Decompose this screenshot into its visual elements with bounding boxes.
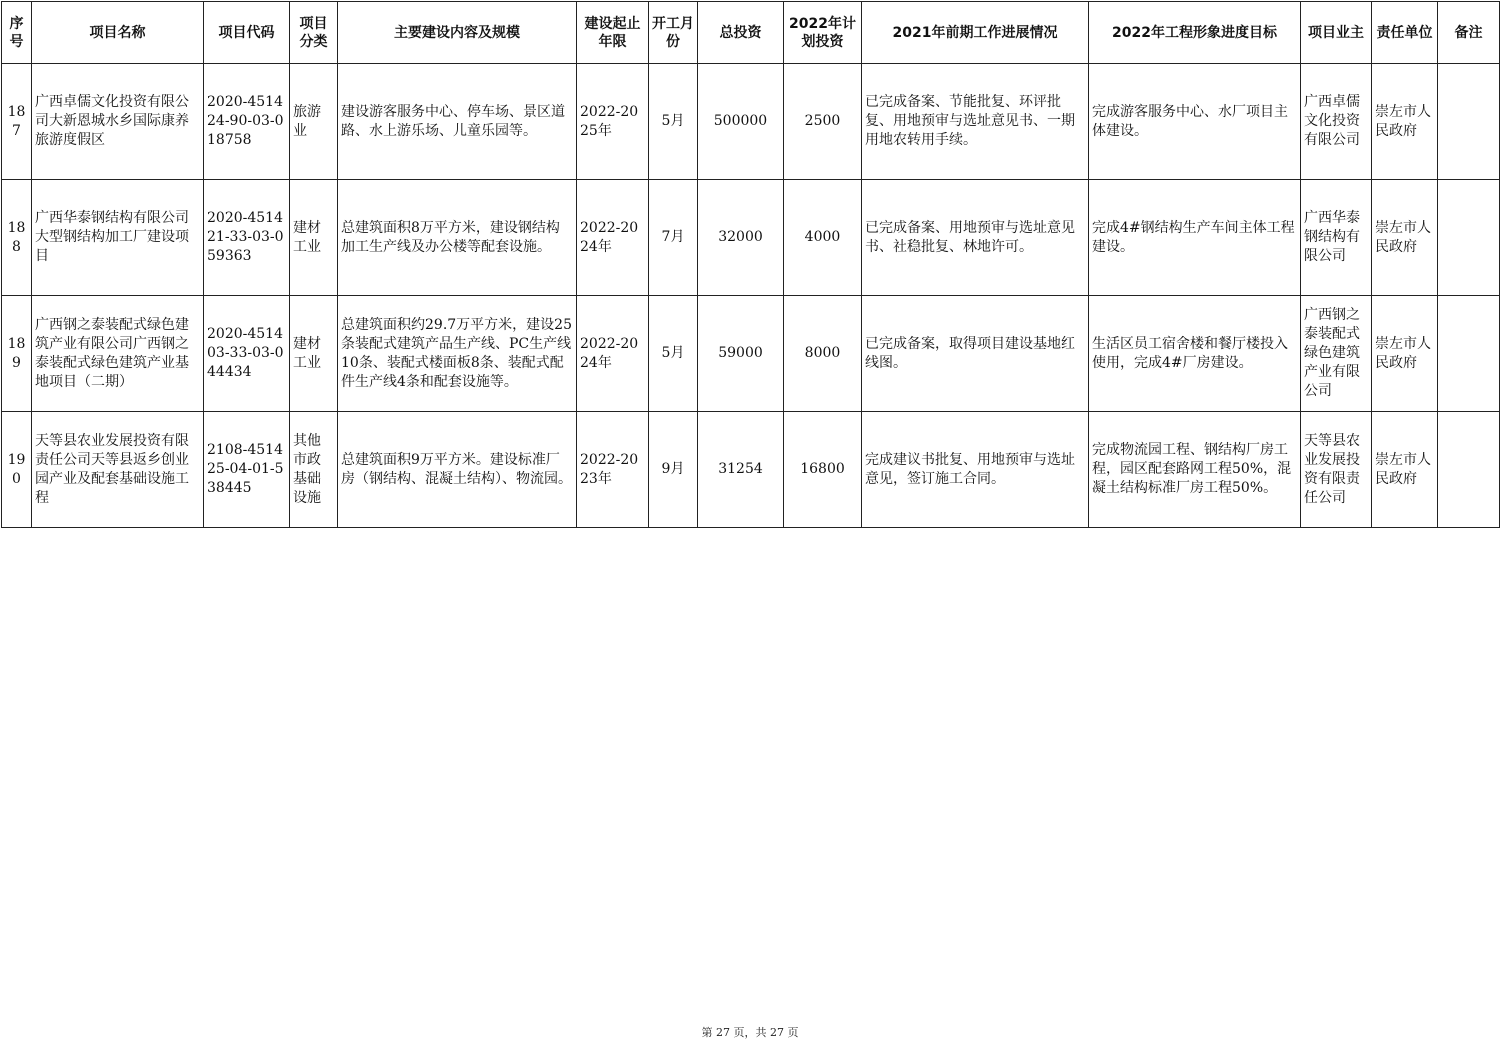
cell-name: 广西华泰钢结构有限公司大型钢结构加工厂建设项目 xyxy=(32,180,204,296)
cell-month: 5月 xyxy=(649,296,698,412)
cell-category: 建材工业 xyxy=(290,296,338,412)
page-footer: 第 27 页，共 27 页 xyxy=(701,1026,799,1039)
cell-remark xyxy=(1438,180,1500,296)
cell-code: 2020-451421-33-03-059363 xyxy=(204,180,290,296)
cell-category: 建材工业 xyxy=(290,180,338,296)
cell-remark xyxy=(1438,296,1500,412)
cell-unit: 崇左市人民政府 xyxy=(1372,296,1438,412)
cell-plan2022: 8000 xyxy=(784,296,862,412)
header-owner: 项目业主 xyxy=(1301,2,1372,64)
cell-progress2021: 已完成备案，取得项目建设基地红线图。 xyxy=(862,296,1089,412)
cell-no: 187 xyxy=(2,64,32,180)
cell-month: 5月 xyxy=(649,64,698,180)
cell-no: 190 xyxy=(2,412,32,528)
header-unit: 责任单位 xyxy=(1372,2,1438,64)
cell-owner: 广西钢之泰装配式绿色建筑产业有限公司 xyxy=(1301,296,1372,412)
cell-name: 天等县农业发展投资有限责任公司天等县返乡创业园产业及配套基础设施工程 xyxy=(32,412,204,528)
table-row xyxy=(2,412,1500,528)
header-name: 项目名称 xyxy=(32,2,204,64)
header-target2022: 2022年工程形象进度目标 xyxy=(1089,2,1301,64)
header-plan2022: 2022年计划投资 xyxy=(784,2,862,64)
table-row xyxy=(2,180,1500,296)
table-row xyxy=(2,64,1500,180)
cell-unit: 崇左市人民政府 xyxy=(1372,412,1438,528)
cell-remark xyxy=(1438,64,1500,180)
cell-month: 7月 xyxy=(649,180,698,296)
cell-code: 2108-451425-04-01-538445 xyxy=(204,412,290,528)
cell-target2022: 完成游客服务中心、水厂项目主体建设。 xyxy=(1089,64,1301,180)
cell-period: 2022-2024年 xyxy=(577,180,649,296)
cell-content: 总建筑面积9万平方米。建设标准厂房（钢结构、混凝土结构）、物流园。 xyxy=(338,412,577,528)
cell-owner: 天等县农业发展投资有限责任公司 xyxy=(1301,412,1372,528)
header-month: 开工月份 xyxy=(649,2,698,64)
header-content: 主要建设内容及规模 xyxy=(338,2,577,64)
cell-target2022: 完成物流园工程、钢结构厂房工程，园区配套路网工程50%，混凝土结构标准厂房工程50%。 xyxy=(1089,412,1301,528)
cell-month: 9月 xyxy=(649,412,698,528)
header-code: 项目代码 xyxy=(204,2,290,64)
cell-no: 189 xyxy=(2,296,32,412)
cell-total: 31254 xyxy=(698,412,784,528)
cell-code: 2020-451424-90-03-018758 xyxy=(204,64,290,180)
header-progress2021: 2021年前期工作进展情况 xyxy=(862,2,1089,64)
cell-name: 广西钢之泰装配式绿色建筑产业有限公司广西钢之泰装配式绿色建筑产业基地项目（二期） xyxy=(32,296,204,412)
cell-remark xyxy=(1438,412,1500,528)
cell-category: 其他市政基础设施 xyxy=(290,412,338,528)
header-no: 序号 xyxy=(2,2,32,64)
cell-code: 2020-451403-33-03-044434 xyxy=(204,296,290,412)
cell-unit: 崇左市人民政府 xyxy=(1372,180,1438,296)
cell-no: 188 xyxy=(2,180,32,296)
cell-period: 2022-2025年 xyxy=(577,64,649,180)
cell-plan2022: 16800 xyxy=(784,412,862,528)
project-table xyxy=(1,1,1500,528)
cell-category: 旅游业 xyxy=(290,64,338,180)
cell-progress2021: 已完成备案、用地预审与选址意见书、社稳批复、林地许可。 xyxy=(862,180,1089,296)
cell-content: 建设游客服务中心、停车场、景区道路、水上游乐场、儿童乐园等。 xyxy=(338,64,577,180)
cell-content: 总建筑面积8万平方米，建设钢结构加工生产线及办公楼等配套设施。 xyxy=(338,180,577,296)
cell-target2022: 完成4#钢结构生产车间主体工程建设。 xyxy=(1089,180,1301,296)
cell-progress2021: 完成建议书批复、用地预审与选址意见，签订施工合同。 xyxy=(862,412,1089,528)
cell-total: 32000 xyxy=(698,180,784,296)
cell-plan2022: 4000 xyxy=(784,180,862,296)
cell-owner: 广西华泰钢结构有限公司 xyxy=(1301,180,1372,296)
header-row xyxy=(2,2,1500,64)
cell-owner: 广西卓儒文化投资有限公司 xyxy=(1301,64,1372,180)
header-remark: 备注 xyxy=(1438,2,1500,64)
header-category: 项目分类 xyxy=(290,2,338,64)
cell-progress2021: 已完成备案、节能批复、环评批复、用地预审与选址意见书、一期用地农转用手续。 xyxy=(862,64,1089,180)
cell-total: 59000 xyxy=(698,296,784,412)
cell-target2022: 生活区员工宿舍楼和餐厅楼投入使用，完成4#厂房建设。 xyxy=(1089,296,1301,412)
cell-content: 总建筑面积约29.7万平方米，建设25条装配式建筑产品生产线、PC生产线10条、装配式楼面板8条、装配式配件生产线4条和配套设施等。 xyxy=(338,296,577,412)
header-total: 总投资 xyxy=(698,2,784,64)
cell-period: 2022-2024年 xyxy=(577,296,649,412)
cell-plan2022: 2500 xyxy=(784,64,862,180)
cell-period: 2022-2023年 xyxy=(577,412,649,528)
cell-total: 500000 xyxy=(698,64,784,180)
header-period: 建设起止年限 xyxy=(577,2,649,64)
cell-unit: 崇左市人民政府 xyxy=(1372,64,1438,180)
cell-name: 广西卓儒文化投资有限公司大新恩城水乡国际康养旅游度假区 xyxy=(32,64,204,180)
table-row xyxy=(2,296,1500,412)
